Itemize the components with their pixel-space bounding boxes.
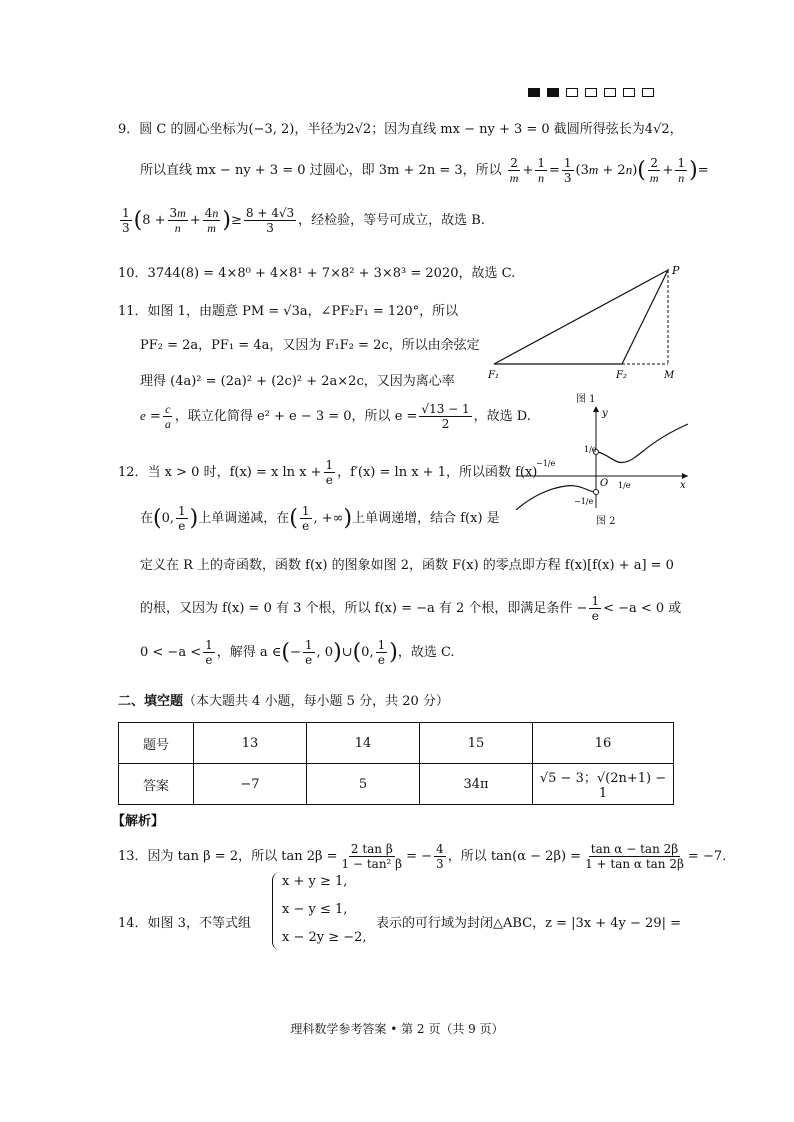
label-y: y — [602, 408, 608, 419]
q13-text: ，所以 tan(α − 2β) = — [447, 849, 582, 864]
q13-line: 13．因为 tan β = 2，所以 tan 2β = $\frac{\text{2 tan β}}{\text{1 − tan² β}}$ = − $\frac{4}{3}$ ，所以 tan(α − 2β) = $\frac{\text{tan α − tan 2β}}{\text{1 + tan α tan 2β}}$ = −7. — [118, 842, 727, 871]
q12-text: 的根，又因为 f(x) = 0 有 3 个根，所以 f(x) = −a 有 2 个根，即满足条件 − — [140, 601, 588, 616]
page-mark-empty — [642, 88, 654, 97]
q12-line2: 在(0, $\frac{1}{e}$ )上单调递减，在( $\frac{1}{e}$ , +∞)上单调递增，结合 f(x) 是 — [140, 504, 500, 533]
q12-text: 在 — [140, 511, 154, 526]
table-cell: −7 — [194, 764, 307, 805]
page-footer: 理科数学参考答案 • 第 2 页（共 9 页） — [290, 1022, 504, 1036]
answer-table — [118, 722, 674, 805]
table-cell: 34π — [420, 764, 533, 805]
constraint-1: x + y ≥ 1, — [282, 874, 348, 889]
q12-text: 12．当 x > 0 时，f(x) = x ln x + — [118, 465, 322, 480]
header-page-marks — [528, 88, 654, 97]
table-cell: 15 — [420, 723, 533, 764]
label-f1: F₁ — [488, 370, 499, 381]
label-m: M — [664, 370, 675, 381]
tick-neg-1-over-e-y: −1/e — [574, 497, 594, 506]
tick-1-over-e-x: 1/e — [618, 481, 631, 490]
label-p: P — [672, 264, 680, 277]
q9-line1: 9．圆 C 的圆心坐标为(−3, 2)，半径为2√2；因为直线 mx − ny + 3 = 0 截圆所得弦长为4√2， — [118, 122, 683, 137]
page-mark-empty — [566, 88, 578, 97]
q12-line5: 0 < −a < $\frac{1}{e}$ ，解得 a ∈(− $\frac{1}{e}$ , 0)∪(0, $\frac{1}{e}$ )，故选 C. — [140, 638, 455, 667]
table-cell: 5 — [307, 764, 420, 805]
tick-neg-1-over-e: −1/e — [536, 459, 556, 468]
figure-1-triangle — [486, 262, 686, 382]
figure-2-graph — [514, 404, 692, 510]
q12-text: 上单调递减，在 — [198, 511, 290, 526]
table-cell: 题号 — [119, 723, 194, 764]
q12-text: ，故选 C. — [397, 645, 455, 660]
q11-line4: e = $\frac{c}{a}$ ，联立化简得 e² + e − 3 = 0，所以 e = $\frac{√13 - 1}{2}$ ，故选 D. — [140, 402, 531, 431]
q11-text: ，联立化简得 e² + e − 3 = 0，所以 e = — [174, 409, 418, 424]
table-cell: 13 — [194, 723, 307, 764]
triangle-shape — [494, 270, 668, 364]
q14-intro: 14．如图 3，不等式组 — [118, 916, 251, 931]
q12-line4: 的根，又因为 f(x) = 0 有 3 个根，所以 f(x) = −a 有 2 个根，即满足条件 − $\frac{1}{e}$ < −a < 0 或 — [140, 594, 682, 623]
y-arrow-icon — [593, 406, 599, 412]
curve-right — [598, 424, 688, 463]
figure-2-caption: 图 2 — [596, 516, 616, 527]
section-note: （本大题共 4 小题，每小题 5 分，共 20 分） — [183, 694, 449, 709]
q9-line2: 所以直线 mx − ny + 3 = 0 过圆心，即 3m + 2n = 3，所以 $\frac{2}{m}$ + $\frac{1}{n}$ = $\frac{1}{3}$ (3m + 2n)( $\frac{2}{m}$ + $\frac{1}{n}$ )= — [140, 156, 709, 185]
constraint-3: x − 2y ≥ −2, — [282, 930, 367, 945]
page-mark-empty — [585, 88, 597, 97]
table-cell: 14 — [307, 723, 420, 764]
tick-1-over-e: 1/e — [584, 445, 597, 454]
x-arrow-icon — [682, 473, 688, 479]
constraint-2: x − y ≤ 1, — [282, 902, 348, 917]
q9-text: 所以直线 mx − ny + 3 = 0 过圆心，即 3m + 2n = 3，所以 — [140, 163, 502, 178]
section-2-heading — [118, 690, 449, 709]
q9-line3: $\frac{1}{3}$ (8 + $\frac{3m}{n}$ + $\frac{4n}{m}$ )≥ $\frac{8 + 4√3}{3}$ ，经检验，等号可成立，故选 B. — [122, 206, 485, 235]
table-cell: 答案 — [119, 764, 194, 805]
table-row — [119, 723, 674, 764]
page-mark-empty — [604, 88, 616, 97]
q11-line2: PF₂ = 2a，PF₁ = 4a，又因为 F₁F₂ = 2c，所以由余弦定 — [140, 338, 480, 353]
q11-line3: 理得 (4a)² = (2a)² + (2c)² + 2a×2c，又因为离心率 — [140, 374, 455, 389]
page-mark-filled — [528, 88, 540, 97]
page-mark-empty — [623, 88, 635, 97]
q14-tail: 表示的可行域为封闭△ABC，z = |3x + 4y − 29| = — [376, 916, 681, 931]
q12-line3: 定义在 R 上的奇函数，函数 f(x) 的图象如图 2，函数 F(x) 的零点即方程 f(x)[f(x) + a] = 0 — [140, 558, 674, 573]
q9-text: ，经检验，等号可成立，故选 B. — [298, 213, 485, 228]
q13-text: 13．因为 tan β = 2，所以 tan 2β = — [118, 849, 338, 864]
q11-line1: 11．如图 1，由题意 PM = √3a，∠PF₂F₁ = 120°，所以 — [118, 304, 459, 319]
table-row — [119, 764, 674, 805]
q12-line1: 12．当 x > 0 时，f(x) = x ln x + $\frac{1}{e}$ ，f′(x) = ln x + 1，所以函数 f(x) — [118, 458, 538, 487]
label-x: x — [680, 480, 686, 491]
table-cell: √5 − 3；√(2n+1) − 1 — [533, 764, 674, 805]
q13-text: = −7. — [687, 849, 727, 864]
section-title: 二、填空题 — [118, 694, 184, 709]
label-f2: F₂ — [616, 370, 627, 381]
figure-1-caption: 图 1 — [576, 394, 596, 405]
system-brace — [272, 872, 281, 950]
page-mark-filled — [547, 88, 559, 97]
q12-text: < −a < 0 或 — [603, 601, 682, 616]
analysis-heading: 【解析】 — [112, 814, 165, 829]
q12-text: 上单调递增，结合 f(x) 是 — [352, 511, 500, 526]
label-origin: O — [600, 478, 609, 489]
q12-text: ，解得 a ∈ — [216, 645, 282, 660]
q10-line: 10．3744(8) = 4×8⁰ + 4×8¹ + 7×8² + 3×8³ = 2020，故选 C. — [118, 266, 516, 281]
table-cell: 16 — [533, 723, 674, 764]
q12-text: 0 < −a < — [140, 645, 202, 660]
q11-text: ，故选 D. — [473, 409, 531, 424]
q12-text: ，f′(x) = ln x + 1，所以函数 f(x) — [337, 465, 538, 480]
open-point-lower — [594, 490, 599, 495]
